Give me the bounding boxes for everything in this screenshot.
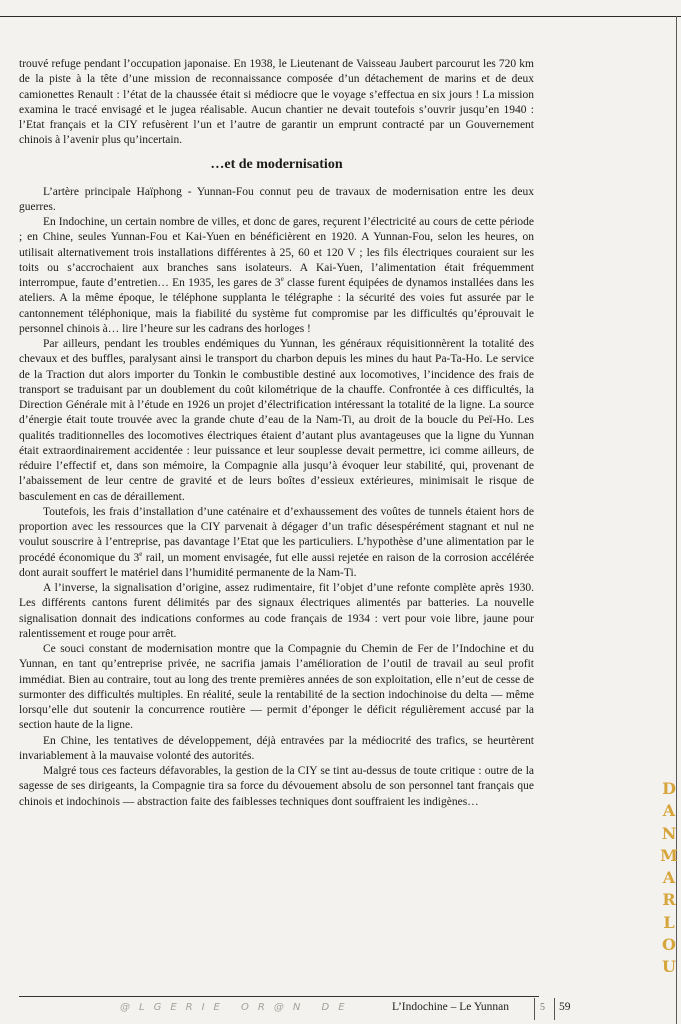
footer-separator bbox=[534, 998, 535, 1020]
body-text bbox=[19, 57, 534, 810]
watermark-letter: A bbox=[662, 868, 676, 888]
page-number: 59 bbox=[559, 1001, 571, 1013]
watermark-letter: L bbox=[663, 912, 675, 932]
watermark-letter: A bbox=[662, 801, 676, 821]
paragraph bbox=[19, 215, 534, 337]
paragraph bbox=[19, 505, 534, 581]
section-heading: …et de modernisation bbox=[210, 156, 343, 172]
paragraph-text: classe furent équipées de dynamos installées dans les ateliers. A la même époque, le téléphone supplanta le télégraphe : la sécurité des voies fut assurée par le cantonnement téléphonique, mais la fiabilité du système fut compromise par les difficultés qu’éprouvait le personnel chinois à… lire l’heure sur les cadrans des horloges ! bbox=[19, 277, 535, 335]
footer-watermark: @LGERIE OR@N DE bbox=[120, 1002, 354, 1013]
side-watermark bbox=[658, 778, 680, 979]
superscript: e bbox=[280, 275, 284, 284]
watermark-letter: U bbox=[662, 957, 676, 977]
superscript: e bbox=[139, 549, 143, 558]
paragraph: Malgré tous ces facteurs défavorables, la gestion de la CIY se tint au-dessus de toute critique : outre de la sagesse de ses dirigeants, la Compagnie tira sa force du dévouement absolu de son personnel tant français que chinois et indochinois — abstraction faite des faiblesses techniques dont souffraient les indigènes… bbox=[19, 765, 534, 808]
footer-small-number: 5 bbox=[540, 1002, 545, 1013]
paragraph-text: Toutefois, les frais d’installation d’une caténaire et d’exhaussement des voûtes de tunnels étaient hors de proportion avec les ressources que la CIY parvenait à dégager d’un trafic désespérément stagnant et nul ne voulut souscrire à l’entreprise, pas davantage l’Etat que les particuliers. L’hypothèse d’une alimentation par le procédé économique du 3 bbox=[19, 505, 534, 564]
page-footer bbox=[0, 996, 681, 1024]
paragraph-text: rail, un moment envisagée, fut elle aussi rejetée en raison de la corrosion accélérée dont aurait souffert le matériel dans l’humidité permanente de la Nam-Ti. bbox=[19, 551, 534, 579]
paragraph: L’artère principale Haïphong - Yunnan-Fou connut peu de travaux de modernisation entre les deux guerres. bbox=[19, 185, 534, 213]
paragraph-text: En Indochine, un certain nombre de villes, et donc de gares, reçurent l’électricité au cours de cette période ; en Chine, seules Yunnan-Fou et Kai-Yuen en bénéficièrent en 1920. A Yunnan-Fou, selon les heures, on utilisait alternativement trois installations différentes à 25, 60 et 120 V ; les fils électriques couraient sur les toits ou s’accrochaient aux branches sans isolateurs. A Kai-Yuen, l’alimentation était fréquemment interrompue, faute d’entretien… En 1935, les gares de 3 bbox=[19, 216, 534, 289]
paragraph: En Chine, les tentatives de développement, déjà entravées par la médiocrité des trafics, se heurtèrent invariablement à la mauvaise volonté des autorités. bbox=[19, 734, 534, 762]
paragraph: trouvé refuge pendant l’occupation japonaise. En 1938, le Lieutenant de Vaisseau Jaubert parcourut les 720 km de la piste à la tête d’une mission de reconnaissance composée d’un détachement de marins et de deux camionettes Renault : l’état de la chaussée était si médiocre que le voyage s’effectua en six jours ! La mission examina le tracé envisagé et le jugea réalisable. Aucun chantier ne devait toutefois s’ouvrir jusqu’en 1940 : l’Etat français et la CIY refusèrent l’un et l’autre de garantir un emprunt contracté par un Gouvernement chinois à l’avenir plus qu’incertain. bbox=[19, 58, 534, 147]
footer-rule bbox=[19, 996, 539, 997]
watermark-letter: N bbox=[661, 823, 677, 843]
paragraph: A l’inverse, la signalisation d’origine, assez rudimentaire, fit l’objet d’une refonte complète après 1930. Les différents cantons furent délimités par des signaux électriques alimentés par batteries. La nouvelle signalisation donnait des indications conformes au code français de 1934 : vert pour voie libre, jaune pour ralentissement et rouge pour arrêt. bbox=[19, 582, 534, 640]
footer-separator bbox=[554, 998, 555, 1020]
paragraph: Par ailleurs, pendant les troubles endémiques du Yunnan, les généraux réquisitionnèrent la totalité des chevaux et des buffles, paralysant ainsi le transport du charbon depuis les mines du haut Pa-Ta-Ho. Le service de la Traction dut alors importer du Tonkin le combustible destiné aux locomotives, l’incidence des frais de transport se traduisant par un doublement du coût kilométrique de la chauffe. Confrontée à ces difficultés, la Direction Générale mit à l’étude en 1926 un projet d’électrification intéressant la totalité de la ligne. La source d’énergie était toute trouvée avec la grande chute d’eau de la Nam-Ti, au droit de la boucle du Peï-Ho. Les qualités traditionnelles des locomotives électriques étaient d’autant plus avantageuses que la ligne du Yunnan était extraordinairement accidentée : leur puissance et leur souplesse devait permettre, ici comme ailleurs, de réduire l’effectif et, dans son mémoire, la Compagnie alla jusqu’à évoquer leur stabilité, qui, provenant de l’abaissement de leur centre de gravité et de leurs boîtes d’essieux extérieures, minimisait le risque de basculement en cas de déraillement. bbox=[19, 338, 534, 503]
top-rule bbox=[0, 16, 681, 17]
watermark-letter: D bbox=[662, 779, 676, 798]
paragraph: Ce souci constant de modernisation montre que la Compagnie du Chemin de Fer de l’Indochine et du Yunnan, en tant qu’entreprise privée, ne sacrifia jamais l’amélioration de l’outil de travail au seul profit immédiat. Bien au contraire, tout au long des trente premières années de son exploitation, elle n’eut de cesse de surmonter des difficultés multiples. En réalité, seule la rentabilité de la section indochinoise du delta — même lorsqu’elle dut soutenir la concurrence routière — permit d’éponger le déficit régulièrement accusé par la section haute de la ligne. bbox=[19, 643, 534, 732]
watermark-letter: M bbox=[660, 845, 678, 865]
running-title: L’Indochine – Le Yunnan bbox=[392, 1001, 509, 1013]
watermark-letter: O bbox=[662, 935, 676, 955]
watermark-letter: R bbox=[662, 890, 676, 910]
